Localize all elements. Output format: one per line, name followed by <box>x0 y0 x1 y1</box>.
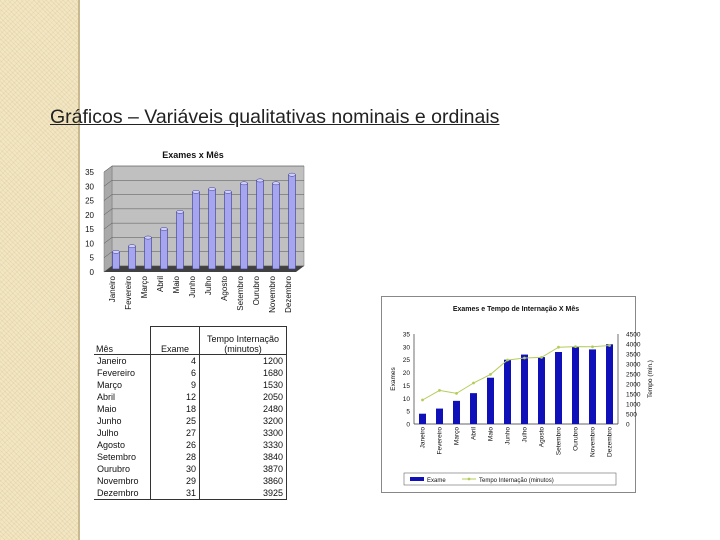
bar <box>257 180 264 269</box>
cell-exame: 12 <box>151 391 200 403</box>
chart-title: Exames e Tempo de Internação X Mês <box>452 306 580 313</box>
line-point <box>523 357 526 360</box>
line-point <box>540 356 543 359</box>
header-tempo: Tempo Internação (minutos) <box>200 327 287 355</box>
x-tick-label: Abril <box>470 427 478 441</box>
cell-exame: 18 <box>151 403 200 415</box>
bar-exame <box>538 357 545 424</box>
y-tick-label: 0 <box>89 268 94 277</box>
cell-tempo: 1200 <box>200 355 287 368</box>
cell-exame: 29 <box>151 475 200 487</box>
x-tick-label: Agosto <box>220 276 229 301</box>
cell-exame: 25 <box>151 415 200 427</box>
bar-cap <box>161 227 168 230</box>
chart-exames-x-mes <box>78 146 303 316</box>
y-tick-label: 25 <box>402 357 410 365</box>
x-tick-label: Fevereiro <box>124 276 133 310</box>
table-row <box>94 451 287 463</box>
x-tick-label: Junho <box>504 427 512 445</box>
y2-tick-label: 3500 <box>626 351 641 359</box>
cell-tempo: 3860 <box>200 475 287 487</box>
cell-mes: Fevereiro <box>97 368 136 378</box>
line-tempo <box>423 346 610 401</box>
legend-label-tempo: Tempo Internação (minutos) <box>479 478 554 484</box>
bar-exame <box>436 409 443 424</box>
cell-tempo: 3200 <box>200 415 287 427</box>
x-tick-label: Janeiro <box>108 276 117 303</box>
line-point <box>489 373 492 376</box>
cell-exame: 28 <box>151 451 200 463</box>
bar <box>193 192 200 269</box>
bar-cap <box>241 182 248 185</box>
bar <box>225 192 232 269</box>
cell-mes: Ourubro <box>97 464 131 474</box>
x-tick-label: Fevereiro <box>436 427 444 455</box>
cell-mes: Setembro <box>97 452 137 462</box>
x-tick-label: Setembro <box>555 427 563 456</box>
legend-label-exame: Exame <box>427 478 446 484</box>
bar-cap <box>273 182 280 185</box>
table-row <box>94 355 287 368</box>
y2-tick-label: 4500 <box>626 331 641 339</box>
y-tick-label: 20 <box>402 370 410 378</box>
cell-tempo: 2050 <box>200 391 287 403</box>
x-tick-label: Junho <box>188 276 197 298</box>
cell-exame: 30 <box>151 463 200 475</box>
data-table <box>94 326 287 500</box>
cell-mes: Agosto <box>97 440 126 450</box>
cell-mes: Junho <box>97 416 122 426</box>
y2-tick-label: 2500 <box>626 371 641 379</box>
cell-tempo: 1530 <box>200 379 287 391</box>
bar <box>209 189 216 269</box>
cell-mes: Abril <box>97 392 116 402</box>
bar-cap <box>257 179 264 182</box>
x-tick-label: Novembro <box>268 276 277 313</box>
y-tick-label: 30 <box>402 344 410 352</box>
bar-cap <box>193 190 200 193</box>
bar-cap <box>129 245 136 248</box>
x-tick-label: Maio <box>487 427 495 442</box>
y-tick-label: 5 <box>89 253 94 263</box>
cell-exame: 4 <box>151 355 200 368</box>
bar-exame <box>504 360 511 424</box>
x-tick-label: Agosto <box>538 427 546 448</box>
cell-tempo: 3840 <box>200 451 287 463</box>
y-tick-label: 20 <box>85 210 94 220</box>
cell-tempo: 3300 <box>200 427 287 439</box>
table-row <box>94 463 287 475</box>
line-point <box>438 389 441 392</box>
line-point <box>421 399 424 402</box>
bar <box>161 229 168 269</box>
line-point <box>455 392 458 395</box>
cell-mes: Julho <box>97 428 119 438</box>
bar <box>273 183 280 269</box>
chart-exames-tempo <box>382 297 654 492</box>
y-tick-label: 5 <box>406 408 410 416</box>
x-tick-label: Ourubro <box>252 276 261 306</box>
y2-tick-label: 1000 <box>626 401 641 409</box>
bar <box>177 212 184 269</box>
table-row <box>94 427 287 439</box>
bar <box>241 183 248 269</box>
y2-tick-label: 3000 <box>626 361 641 369</box>
bar-exame <box>555 352 562 424</box>
bar-exame <box>606 344 613 424</box>
chart-side-wall <box>104 166 112 272</box>
y-tick-label: 10 <box>85 239 94 249</box>
cell-tempo: 3870 <box>200 463 287 475</box>
cell-tempo: 1680 <box>200 367 287 379</box>
bar-cap <box>113 250 120 253</box>
table-row <box>94 415 287 427</box>
line-point <box>608 344 611 347</box>
x-tick-label: Setembro <box>236 276 245 311</box>
cell-exame: 27 <box>151 427 200 439</box>
cell-exame: 26 <box>151 439 200 451</box>
x-tick-label: Dezembro <box>284 276 293 313</box>
line-point <box>574 345 577 348</box>
table-row <box>94 367 287 379</box>
cell-tempo: 2480 <box>200 403 287 415</box>
line-point <box>506 359 509 362</box>
x-tick-label: Maio <box>172 276 181 294</box>
y2-tick-label: 4000 <box>626 341 641 349</box>
bar-cap <box>177 210 184 213</box>
table-row <box>94 379 287 391</box>
legend-swatch-exame <box>410 477 424 481</box>
cell-mes: Maio <box>97 404 117 414</box>
cell-mes: Janeiro <box>97 356 127 366</box>
line-point <box>472 382 475 385</box>
chart-exames-tempo-panel <box>381 296 654 493</box>
slide-title: Gráficos – Variáveis qualitativas nominais e ordinais <box>50 106 500 128</box>
x-tick-label: Janeiro <box>419 427 427 449</box>
x-tick-label: Abril <box>156 276 165 293</box>
bar <box>145 238 152 269</box>
x-tick-label: Março <box>453 427 461 446</box>
x-tick-label: Ourubro <box>572 427 580 451</box>
bar-exame <box>521 355 528 424</box>
y2-tick-label: 1500 <box>626 391 641 399</box>
decorative-side-panel <box>0 0 80 540</box>
bar-exame <box>419 414 426 424</box>
cell-mes: Março <box>97 380 123 390</box>
header-mes: Mês <box>94 327 151 355</box>
y-tick-label: 0 <box>406 421 410 429</box>
bar <box>113 252 120 269</box>
bar-cap <box>145 236 152 239</box>
bar-exame <box>453 401 460 424</box>
y2-axis-label: Tempo (min.) <box>647 360 654 398</box>
table-header-row <box>94 327 287 355</box>
x-tick-label: Dezembro <box>606 427 614 457</box>
cell-mes: Novembro <box>97 476 139 486</box>
y-tick-label: 30 <box>85 182 94 192</box>
bar-exame <box>572 347 579 424</box>
y2-tick-label: 500 <box>626 411 637 419</box>
x-tick-label: Novembro <box>589 427 597 457</box>
cell-tempo: 3925 <box>200 487 287 500</box>
y-tick-label: 10 <box>402 395 410 403</box>
line-point <box>557 346 560 349</box>
table-row <box>94 403 287 415</box>
cell-exame: 6 <box>151 367 200 379</box>
chart-title: Exames x Mês <box>162 150 224 160</box>
bar-cap <box>209 187 216 190</box>
cell-exame: 9 <box>151 379 200 391</box>
table-row <box>94 487 287 500</box>
y-tick-label: 35 <box>85 168 94 177</box>
y-axis-label: Exames <box>390 367 397 391</box>
cell-mes: Dezembro <box>94 487 151 500</box>
table-row <box>94 439 287 451</box>
x-tick-label: Julho <box>521 427 529 443</box>
header-exame: Exame <box>151 327 200 355</box>
y2-tick-label: 2000 <box>626 381 641 389</box>
x-tick-label: Março <box>140 276 149 299</box>
cell-exame: 31 <box>151 487 200 500</box>
y-tick-label: 15 <box>85 225 94 235</box>
bar-exame <box>487 378 494 424</box>
table-row <box>94 475 287 487</box>
bar-cap <box>289 173 296 176</box>
bar-exame <box>470 393 477 424</box>
y-tick-label: 25 <box>85 196 94 206</box>
x-tick-label: Julho <box>204 276 213 296</box>
y-tick-label: 15 <box>402 382 410 390</box>
y2-tick-label: 0 <box>626 421 630 429</box>
bar-exame <box>589 349 596 424</box>
line-point <box>591 345 594 348</box>
cell-tempo: 3330 <box>200 439 287 451</box>
bar <box>129 246 136 269</box>
legend-marker-tempo <box>468 478 471 481</box>
bar-cap <box>225 190 232 193</box>
table-row <box>94 391 287 403</box>
y-tick-label: 35 <box>402 331 410 339</box>
bar <box>289 175 296 269</box>
